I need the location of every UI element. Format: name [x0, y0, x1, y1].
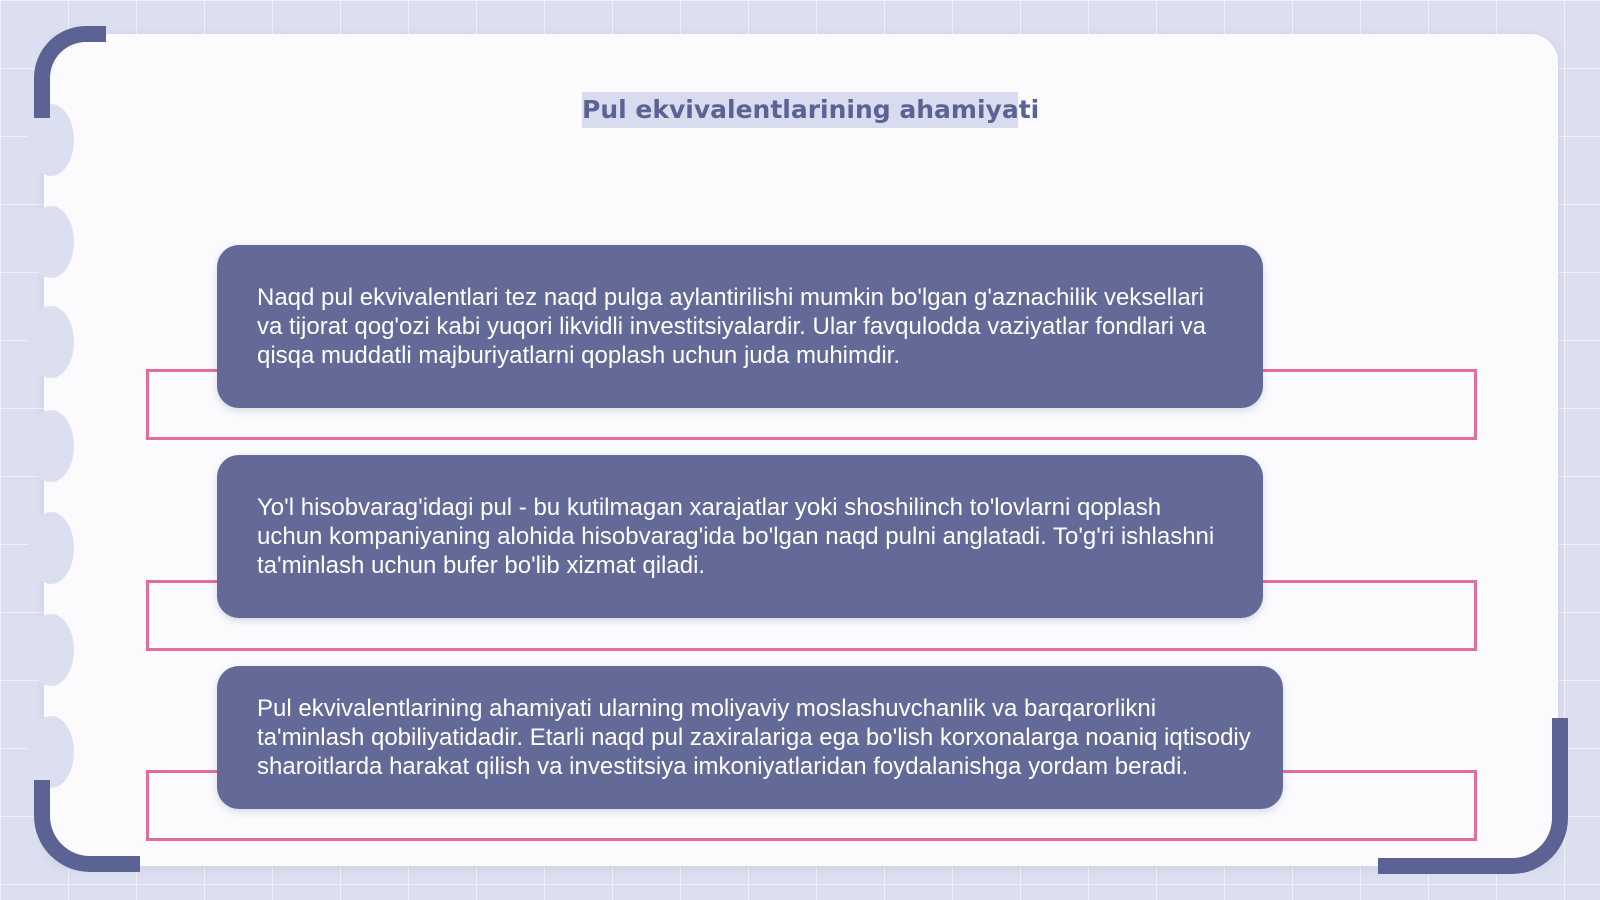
scallop-decoration [28, 206, 74, 278]
text-block-2 [217, 455, 1263, 618]
scallop-decoration [28, 614, 74, 686]
corner-bracket-top-left [34, 26, 106, 118]
scallop-decoration [28, 410, 74, 482]
corner-bracket-bottom-left [34, 780, 140, 872]
text-block-3-content: Pul ekvivalentlarining ahamiyati ularning moliyaviy moslashuvchanlik va barqarorlikni ta'minlash qobiliyatidadir. Etarli naqd pul zaxiralariga ega bo'lish korxonalarga noaniq iqtisodiy sharoitlarda harakat qilish va investitsiya imkoniyatlaridan foydalanishga yordam beradi. [257, 695, 1251, 780]
text-block-2-content: Yo'l hisobvarag'idagi pul - bu kutilmagan xarajatlar yoki shoshilinch to'lovlarni qoplash uchun kompaniyaning alohida hisobvarag'ida bo'lgan naqd pulni anglatadi. To'g'ri ishlashni ta'minlash uchun bufer bo'lib xizmat qiladi. [257, 494, 1215, 579]
text-block-1 [217, 245, 1263, 408]
scallop-decoration [28, 306, 74, 378]
text-block-1-content: Naqd pul ekvivalentlari tez naqd pulga aylantirilishi mumkin bo'lgan g'aznachilik veksellari va tijorat qog'ozi kabi yuqori likvidli investitsiyalardir. Ular favqulodda vaziyatlar fondlari va qisqa muddatli majburiyatlarni qoplash uchun juda muhimdir. [257, 284, 1207, 369]
slide-title: Pul ekvivalentlarining ahamiyati [582, 92, 1018, 128]
scallop-decoration [28, 716, 74, 788]
scallop-decoration [28, 512, 74, 584]
text-block-3 [217, 666, 1283, 809]
